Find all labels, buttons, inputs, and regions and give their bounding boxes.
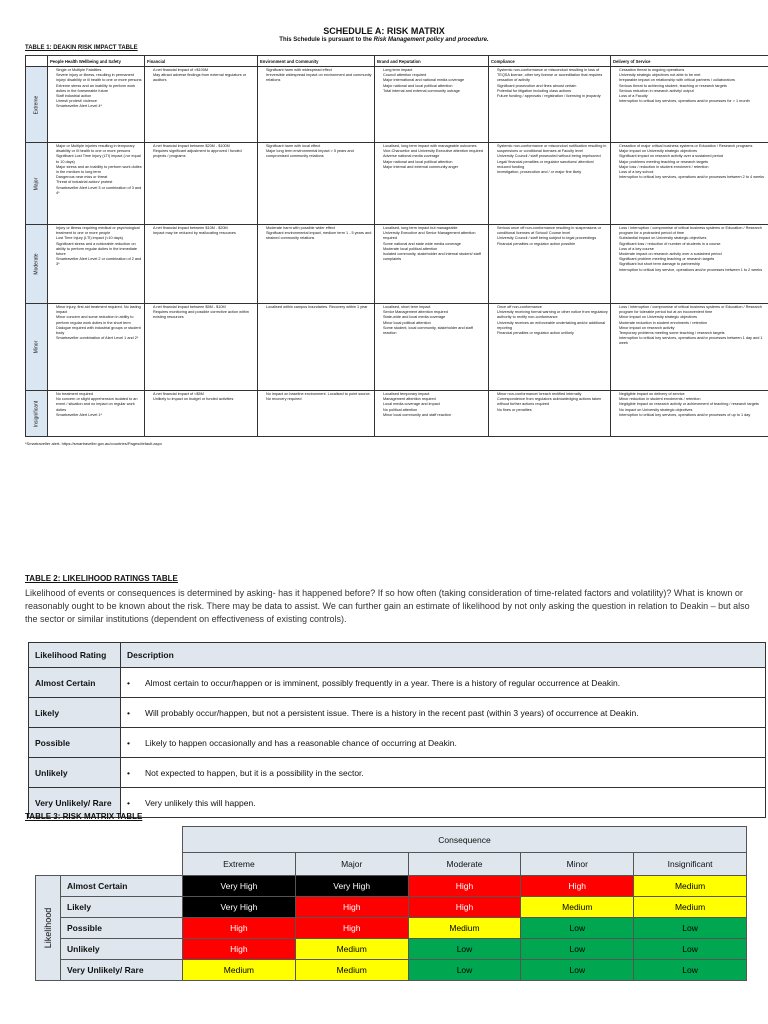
risk-rating-cell: Low (408, 939, 521, 960)
impact-item: • Unrest/ protest/ violence (56, 99, 142, 104)
impact-item: • Irreparable impact on relationship with critical partners / collaborators (619, 78, 768, 83)
impact-item: • May attract adverse findings from external regulators or auditors (153, 73, 255, 83)
risk-rating-cell: High (183, 918, 296, 939)
risk-rating-cell: Medium (521, 897, 634, 918)
table1-col-header: Environment and Community (258, 56, 375, 67)
consequence-column-header: Extreme (183, 853, 296, 876)
impact-cell (145, 143, 258, 225)
table1-row-extreme (26, 67, 768, 143)
likelihood-rating: Almost Certain (29, 668, 121, 698)
impact-level-text: Extreme (32, 95, 39, 114)
impact-item: • Cessation threat to ongoing operations (619, 68, 768, 73)
consequence-header: Consequence (183, 827, 747, 853)
impact-item: • Financial penalties or regulator action possible (497, 242, 608, 247)
impact-cell (258, 67, 375, 143)
impact-item: • A net financial impact between $10M - $20M (153, 226, 255, 231)
bullet-icon: • (127, 677, 130, 688)
impact-level-text: Insignificant (32, 400, 39, 427)
impact-cell (48, 67, 145, 143)
impact-cell (258, 391, 375, 437)
risk-rating-cell: Medium (408, 918, 521, 939)
impact-item: • Senior Management attention required (383, 310, 486, 315)
impact-item: • Smartraveller Alert Level 1* (56, 413, 142, 418)
risk-matrix-row (36, 918, 747, 939)
impact-level-label (26, 391, 48, 437)
impact-item: • Smartraveller Alert Level 3 or combination of 3 and 4* (56, 186, 142, 196)
impact-item: • Threat of industrial action/ protest (56, 180, 142, 185)
impact-item: • Major stress and an inability to perform work duties in the medium to long term (56, 165, 142, 175)
impact-list (50, 144, 142, 196)
impact-item: • Serious reduction in research activity/ output (619, 89, 768, 94)
impact-cell (375, 67, 489, 143)
impact-item: • Significant Lost Time Injury (LTI) impact (>or equal to 10 days) (56, 154, 142, 164)
impact-item: • Investigation, prosecution and / or major fine likely (497, 170, 608, 175)
impact-item: • Significant loss / reduction of number of students in a course (619, 242, 768, 247)
impact-item: • Localised, long term impact with manageable outcomes (383, 144, 486, 149)
table1-col-header: Brand and Reputation (375, 56, 489, 67)
likelihood-description-cell (121, 668, 766, 698)
impact-item: • Future funding / approvals / registration / licensing in jeopardy (497, 94, 608, 99)
impact-item: • Potential for litigation including class actions (497, 89, 608, 94)
consequence-column-header: Major (295, 853, 408, 876)
bullet-icon: • (127, 797, 130, 808)
impact-item: • University receiving formal warning or other notice from regulatory authority to rectify non-conformance (497, 310, 608, 320)
risk-rating-cell: High (521, 876, 634, 897)
impact-list (50, 392, 142, 418)
table1-col-header: Compliance (489, 56, 611, 67)
likelihood-ratings-table (28, 642, 766, 818)
impact-item: • Local media coverage and impact (383, 402, 486, 407)
likelihood-description: Likely to happen occasionally and has a reasonable chance of occurring at Deakin. (145, 737, 457, 748)
risk-rating-cell: High (408, 897, 521, 918)
risk-rating-cell: High (295, 897, 408, 918)
impact-item: • Requires significant adjustment to approved / funded projects / programs (153, 149, 255, 159)
impact-item: • Smartraveller Alert Level 4* (56, 104, 142, 109)
impact-cell (489, 143, 611, 225)
table1-row-insignificant (26, 391, 768, 437)
impact-cell (489, 67, 611, 143)
impact-level-text: Major (32, 177, 39, 190)
impact-item: • Requires monitoring and possible corrective action within existing resources (153, 310, 255, 320)
impact-cell (145, 225, 258, 304)
page-title: SCHEDULE A: RISK MATRIX (323, 26, 445, 36)
impact-list (613, 68, 768, 104)
impact-list (147, 392, 255, 402)
table1-col-header: People Health Wellbeing and Safety (48, 56, 145, 67)
impact-item: • Once off non-conformance (497, 305, 608, 310)
table2-header-description: Description (121, 643, 766, 668)
impact-item: • Significant but short term damage to partnership (619, 262, 768, 267)
impact-item: • Unlikely to impact on budget or funded activities (153, 397, 255, 402)
impact-item: • Interruption to critical key services, operations and/or processes between 2 to 4 weeks (619, 175, 768, 180)
likelihood-description-cell (121, 788, 766, 818)
impact-item: • A net financial impact between $20M - $100M (153, 144, 255, 149)
impact-list (613, 305, 768, 347)
impact-item: • Single or Multiple Fatalities (56, 68, 142, 73)
risk-matrix-row (36, 960, 747, 981)
risk-rating-cell: Low (634, 960, 747, 981)
risk-rating-cell: Very High (295, 876, 408, 897)
impact-item: • University Council / staff prosecuted without being imprisoned (497, 154, 608, 159)
consequence-column-header: Moderate (408, 853, 521, 876)
impact-cell (375, 225, 489, 304)
likelihood-rating: Unlikely (29, 758, 121, 788)
impact-cell (258, 225, 375, 304)
risk-rating-cell: Medium (634, 897, 747, 918)
likelihood-axis-text: Likelihood (43, 907, 53, 949)
likelihood-row-header: Unlikely (61, 939, 183, 960)
risk-rating-cell: Very High (183, 897, 296, 918)
likelihood-row-header: Likely (61, 897, 183, 918)
bullet-icon: • (127, 767, 130, 778)
risk-matrix-row (36, 876, 747, 897)
impact-item: • Localised within campus boundaries. Recovery within 1 year (266, 305, 372, 310)
impact-level-text: Minor (32, 340, 39, 354)
impact-cell (145, 67, 258, 143)
blank-cell (36, 827, 61, 853)
risk-impact-table (25, 55, 768, 437)
likelihood-row-header: Very Unlikely/ Rare (61, 960, 183, 981)
impact-item: • No concern or slight apprehension isolated to an event / situation and no impact on regular work duties (56, 397, 142, 413)
impact-item: • Interruption to critical key services, operations and/or processes between 1 day and 1 week (619, 336, 768, 346)
impact-cell (48, 225, 145, 304)
impact-item: • Management attention required (383, 397, 486, 402)
impact-list (147, 144, 255, 160)
impact-cell (258, 143, 375, 225)
impact-item: • Dangerous near miss or threat (56, 175, 142, 180)
impact-item: • Major impact on University strategic objectives (619, 149, 768, 154)
impact-item: • Minor reduction in student enrolments / retention (619, 397, 768, 402)
impact-cell (489, 391, 611, 437)
impact-item: • Minor local political attention (383, 321, 486, 326)
blank-cell (61, 853, 183, 876)
impact-item: • Moderate reduction in student enrolments / retention (619, 321, 768, 326)
impact-item: • University Executive and Senior Management attention required (383, 231, 486, 241)
table3-consequence-row (36, 827, 747, 853)
impact-item: • Isolated community, stakeholder and internal student/ staff complaints (383, 252, 486, 262)
impact-list (147, 68, 255, 84)
impact-item: • Loss of a key course (619, 247, 768, 252)
table1-label: TABLE 1: DEAKIN RISK IMPACT TABLE (25, 45, 138, 51)
risk-rating-cell: Medium (183, 960, 296, 981)
blank-cell (36, 853, 61, 876)
impact-list (147, 305, 255, 321)
impact-item: • Major loss / reduction in student enrolment / retention (619, 165, 768, 170)
impact-item: • Localised, long term impact but manageable (383, 226, 486, 231)
risk-rating-cell: High (183, 939, 296, 960)
bullet-icon: • (127, 707, 130, 718)
impact-cell (375, 304, 489, 391)
impact-list (491, 226, 608, 247)
impact-cell (48, 143, 145, 225)
impact-item: • Loss of a Faculty (619, 94, 768, 99)
likelihood-rating: Very Unlikely/ Rare (29, 788, 121, 818)
likelihood-description-cell (121, 728, 766, 758)
impact-list (491, 144, 608, 175)
impact-item: • Legal/ financial penalties or regulator sanctions/ attention/ reduced funding (497, 160, 608, 170)
impact-item: • Minor injury, first aid treatment required. No lasting impact (56, 305, 142, 315)
impact-item: • Staff industrial action (56, 94, 142, 99)
likelihood-description: Will probably occur/happen, but not a persistent issue. There is a history in the recent past (within 3 years) of occurrence at Deakin. (145, 707, 639, 718)
risk-rating-cell: Low (408, 960, 521, 981)
impact-item: • Major international and national media coverage (383, 78, 486, 83)
table1-row-major (26, 143, 768, 225)
impact-item: • No political attention (383, 408, 486, 413)
impact-level-label (26, 304, 48, 391)
impact-list (613, 144, 768, 180)
impact-list (613, 392, 768, 418)
risk-rating-cell: Low (634, 918, 747, 939)
impact-list (50, 305, 142, 341)
impact-level-label (26, 143, 48, 225)
impact-cell (611, 391, 768, 437)
impact-item: • Moderate impact on research activity over a sustained period (619, 252, 768, 257)
impact-item: • Minor non-conformance/ breach rectified internally (497, 392, 608, 397)
impact-cell (611, 67, 768, 143)
likelihood-row (29, 668, 766, 698)
subtitle-prefix: This Schedule is pursuant to the (279, 37, 374, 43)
blank-cell (61, 827, 183, 853)
impact-item: • Major national and local political attention (383, 160, 486, 165)
consequence-column-header: Insignificant (634, 853, 747, 876)
subtitle-policy-name: Risk Management policy and procedure. (373, 37, 489, 43)
impact-list (260, 392, 372, 402)
impact-item: • Minor local community and staff reaction (383, 413, 486, 418)
impact-list (50, 226, 142, 268)
impact-level-label (26, 225, 48, 304)
likelihood-rating: Possible (29, 728, 121, 758)
impact-item: • Significant prosecution and fines almost certain (497, 84, 608, 89)
impact-item: • Major problems meeting teaching or research targets (619, 160, 768, 165)
impact-list (260, 68, 372, 84)
impact-list (260, 226, 372, 242)
likelihood-description: Almost certain to occur/happen or is imminent, possibly frequently in a year. There is a history of regular occurrence at Deakin. (145, 677, 621, 688)
impact-list (260, 144, 372, 160)
impact-list (377, 392, 486, 418)
impact-item: • Extreme stress and an inability to perform work duties in the foreseeable future (56, 84, 142, 94)
impact-cell (611, 143, 768, 225)
impact-item: • University receives an enforceable undertaking and/or additional reporting (497, 321, 608, 331)
impact-item: • Minor impact on research activity (619, 326, 768, 331)
impact-list (491, 305, 608, 336)
impact-item: • A net financial impact of >$100M (153, 68, 255, 73)
table1-footnote: *Smartraveller alert- https://smartraveller.gov.au/countries/Pages/default.aspx (25, 441, 162, 446)
impact-item: • Interruption to critical key services, operations and/or processes for > 1 month (619, 99, 768, 104)
impact-item: • Dialogue required with industrial groups or student body (56, 326, 142, 336)
impact-item: • Systemic non-conformance or misconduct resulting in loss of TEQSA license, other key license or accreditation that requires cessation of activity (497, 68, 608, 84)
consequence-column-header: Minor (521, 853, 634, 876)
risk-rating-cell: Medium (634, 876, 747, 897)
impact-item: • Smartraveller Alert Level 2 or combination of 2 and 3* (56, 257, 142, 267)
table1-col-header (26, 56, 48, 67)
impact-list (50, 68, 142, 110)
table1-col-header: Delivery of Service (611, 56, 768, 67)
impact-item: • Adverse national media coverage (383, 154, 486, 159)
impact-list (377, 305, 486, 336)
impact-item: • Localised, short term impact (383, 305, 486, 310)
impact-item: • Vice-Chancellor and University Executive attention required (383, 149, 486, 154)
impact-item: • University strategic objectives not able to be met (619, 73, 768, 78)
impact-item: • Negligible impact on research activity or achievement of teaching / research targets (619, 402, 768, 407)
impact-list (260, 305, 372, 310)
impact-item: • No impact on University strategic objectives (619, 408, 768, 413)
impact-item: • Loss / interruption / compromise of critical business systems or Education / Research program for a protracted period of time (619, 226, 768, 236)
impact-item: • Interruption to critical key service, operations and/or processes between 1 to 2 weeks (619, 268, 768, 273)
impact-item: • Significant problem meeting teaching or research targets (619, 257, 768, 262)
impact-item: • Serious once off non-conformance resulting in suspensions or conditional licenses at School/ Course level (497, 226, 608, 236)
impact-item: • Impact may be reduced by reallocating resources (153, 231, 255, 236)
impact-item: • Negligible impact on delivery of service (619, 392, 768, 397)
impact-cell (611, 304, 768, 391)
table3-label: TABLE 3: RISK MATRIX TABLE (25, 812, 143, 821)
impact-cell (611, 225, 768, 304)
likelihood-row-header: Possible (61, 918, 183, 939)
impact-list (613, 226, 768, 273)
impact-item: • No impact on baseline environment. Localised to point source. No recovery required (266, 392, 372, 402)
impact-item: • Major internal and external community anger (383, 165, 486, 170)
impact-cell (375, 143, 489, 225)
impact-item: • Smartraveller combination of Alert Level 1 and 2* (56, 336, 142, 341)
table2-header-row (29, 643, 766, 668)
risk-matrix-table (35, 826, 747, 981)
impact-item: • Systemic non-conformance or misconduct notification resulting in suspensions or conditional licenses at Faculty level (497, 144, 608, 154)
impact-item: • Minor concern and some reduction in ability to perform regular work duties in the short term (56, 315, 142, 325)
impact-item: • Significant harm with local effect (266, 144, 372, 149)
likelihood-description-cell (121, 698, 766, 728)
impact-cell (375, 391, 489, 437)
table1-header-row (26, 56, 768, 67)
table1-row-minor (26, 304, 768, 391)
impact-item: • University Council / staff being subject to legal proceedings (497, 236, 608, 241)
impact-level-label (26, 67, 48, 143)
risk-rating-cell: High (408, 876, 521, 897)
risk-rating-cell: Very High (183, 876, 296, 897)
likelihood-row (29, 728, 766, 758)
likelihood-description: Not expected to happen, but it is a possibility in the sector. (145, 767, 364, 778)
impact-item: • Injury or illness requiring medical or psychological treatment to one or more people (56, 226, 142, 236)
impact-item: • Major or Multiple injuries resulting in temporary disability or ill health to one or more persons (56, 144, 142, 154)
impact-list (377, 68, 486, 94)
impact-list (377, 226, 486, 262)
risk-matrix-row (36, 939, 747, 960)
impact-item: • No treatment required (56, 392, 142, 397)
risk-matrix-row (36, 897, 747, 918)
risk-rating-cell: Low (521, 960, 634, 981)
impact-item: • Severe injury or illness, resulting in permanent injury/ disability or ill health to one or more persons (56, 73, 142, 83)
table1-row-moderate (26, 225, 768, 304)
impact-list (147, 226, 255, 236)
impact-item: • Loss of a key school (619, 170, 768, 175)
likelihood-axis-label (36, 876, 61, 981)
likelihood-row (29, 698, 766, 728)
impact-list (491, 68, 608, 99)
impact-list (377, 144, 486, 170)
impact-item: • Financial penalties or regulator action unlikely (497, 331, 608, 336)
impact-item: • State-wide and local media coverage (383, 315, 486, 320)
impact-item: • Council attention required (383, 73, 486, 78)
impact-cell (145, 391, 258, 437)
impact-item: • Lost Time Injury (LTI) impact (<10 days) (56, 236, 142, 241)
table2-intro: Likelihood of events or consequences is determined by asking- has it happened before? If so how often (taking consideration of time-related factors and volatility)? What is known or reasonably ought to be known about the risk. There may be data to assist. We can further gain an estimate of likelihood by not only asking the question in relation to Deakin – but also the sector or similar institutions (dependent on effectiveness of existing controls). (25, 588, 750, 624)
impact-item: • Substantial impact on University strategic objectives (619, 236, 768, 241)
page-subtitle (0, 37, 768, 43)
risk-rating-cell: Medium (295, 939, 408, 960)
impact-cell (258, 304, 375, 391)
impact-item: • Temporary problems meeting some teaching / research targets (619, 331, 768, 336)
likelihood-rating: Likely (29, 698, 121, 728)
risk-rating-cell: Low (521, 939, 634, 960)
impact-item: • Significant stress and a noticeable reduction on ability to perform regular duties in the immediate future (56, 242, 142, 258)
impact-item: • Irreversible widespread impact on environment and community relations (266, 73, 372, 83)
impact-cell (145, 304, 258, 391)
impact-item: • Serious threat to achieving student, teaching or research targets (619, 84, 768, 89)
impact-item: • Long term impact (383, 68, 486, 73)
risk-rating-cell: Medium (295, 960, 408, 981)
table2-label: TABLE 2: LIKELIHOOD RATINGS TABLE (25, 574, 178, 583)
impact-cell (48, 304, 145, 391)
risk-rating-cell: Low (521, 918, 634, 939)
impact-item: • No fines or penalties (497, 408, 608, 413)
impact-item: • Moderate harm with possible wider effect (266, 226, 372, 231)
impact-item: • A net financial impact between $5M - $10M (153, 305, 255, 310)
risk-rating-cell: Low (634, 939, 747, 960)
likelihood-description-cell (121, 758, 766, 788)
impact-item: • Total internal and external community outrage (383, 89, 486, 94)
likelihood-row (29, 758, 766, 788)
impact-item: • Loss / interruption / compromise of critical business systems or Education / Research program for tolerable period but at an inconvenient time (619, 305, 768, 315)
impact-list (491, 392, 608, 413)
impact-item: • Significant impact on research activity over a sustained period (619, 154, 768, 159)
impact-item: • Major national and local political attention (383, 84, 486, 89)
impact-item: • Interruption to critical key services, operations and/or processes of up to 1 day (619, 413, 768, 418)
impact-cell (489, 304, 611, 391)
impact-item: • Localised temporary impact (383, 392, 486, 397)
table3-column-header-row (36, 853, 747, 876)
impact-item: • Cessation of major critical business systems or Education / Research programs (619, 144, 768, 149)
impact-item: • Moderate local political attention (383, 247, 486, 252)
impact-item: • Minor impact on University strategic objectives (619, 315, 768, 320)
impact-item: • Some national and state wide media coverage (383, 242, 486, 247)
impact-item: • Major long term environmental impact > 5 years and compromised community relations (266, 149, 372, 159)
impact-item: • Correspondence from regulators acknowledging actions taken without further actions required (497, 397, 608, 407)
likelihood-description: Very unlikely this will happen. (145, 797, 256, 808)
impact-cell (489, 225, 611, 304)
impact-item: • A net financial impact of <$5M (153, 392, 255, 397)
likelihood-row-header: Almost Certain (61, 876, 183, 897)
risk-rating-cell: High (295, 918, 408, 939)
table2-header-rating: Likelihood Rating (29, 643, 121, 668)
impact-cell (48, 391, 145, 437)
table1-col-header: Financial (145, 56, 258, 67)
impact-item: • Significant harm with widespread effect (266, 68, 372, 73)
impact-item: • Some student, local community, stakeholder and staff reaction (383, 326, 486, 336)
impact-level-text: Moderate (32, 253, 39, 275)
bullet-icon: • (127, 737, 130, 748)
impact-item: • Significant environmental impact, medium term 1 - 5 years and strained community relations (266, 231, 372, 241)
